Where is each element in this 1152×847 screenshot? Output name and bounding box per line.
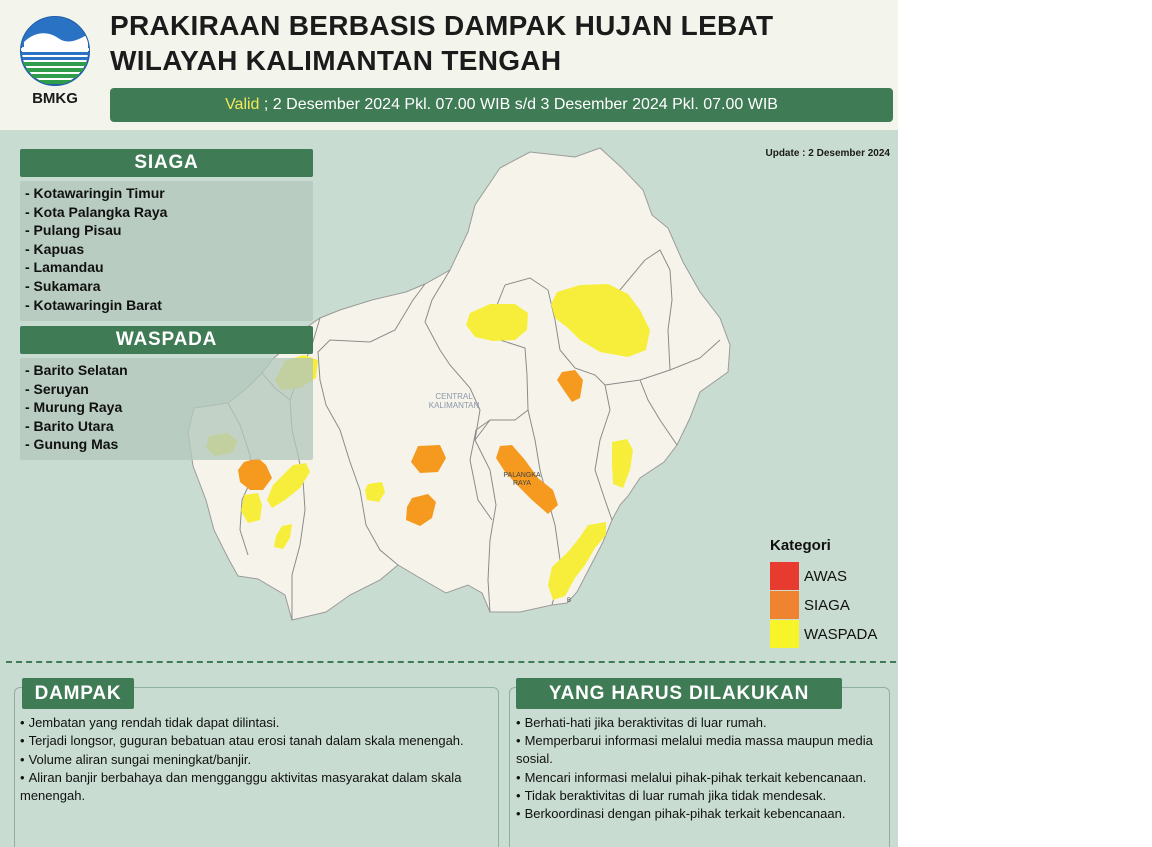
siaga-header: SIAGA: [20, 149, 313, 177]
bmkg-logo: [18, 14, 92, 110]
dampak-list-item: • Jembatan yang rendah tidak dapat dilintasi.: [20, 714, 480, 732]
dampak-list-item: • Terjadi longsor, guguran bebatuan atau erosi tanah dalam skala menengah.: [20, 732, 480, 750]
dampak-list: [20, 714, 480, 805]
section-divider: [6, 661, 896, 663]
city-label: PALANGKA: [503, 472, 541, 479]
city-label: RAYA: [512, 480, 532, 487]
waspada-list-box: [20, 358, 313, 460]
legend-swatch: [770, 591, 799, 619]
siaga-list-item: - Pulang Pisau: [25, 222, 122, 239]
waspada-header: WASPADA: [20, 326, 313, 354]
header: [0, 0, 898, 130]
waspada-list: [20, 358, 313, 454]
waspada-list-item: - Murung Raya: [25, 399, 123, 416]
valid-period: ; 2 Desember 2024 Pkl. 07.00 WIB s/d 3 Desember 2024 Pkl. 07.00 WIB: [259, 96, 778, 113]
tindakan-list-item: • Berhati-hati jika beraktivitas di luar rumah.: [516, 714, 881, 732]
tindakan-list-item: • Berkoordinasi dengan pihak-pihak terkait kebencanaan.: [516, 805, 881, 823]
dampak-header: DAMPAK: [22, 678, 134, 709]
waspada-list-item: - Gunung Mas: [25, 436, 119, 453]
siaga-list-item: - Kotawaringin Barat: [25, 296, 162, 313]
valid-label: Valid: [225, 96, 260, 113]
bmkg-emblem-icon: [18, 14, 92, 88]
tindakan-header: YANG HARUS DILAKUKAN: [516, 678, 842, 709]
legend-swatch: [770, 620, 799, 648]
city-label: B: [566, 598, 572, 604]
legend-title: Kategori: [770, 537, 831, 554]
legend-label: SIAGA: [804, 597, 850, 614]
siaga-list-item: - Kota Palangka Raya: [25, 203, 168, 220]
legend-label: WASPADA: [804, 626, 878, 643]
siaga-list: [20, 181, 313, 314]
waspada-list-item: - Seruyan: [25, 380, 89, 397]
tindakan-list-item: • Memperbarui informasi melalui media massa maupun media sosial.: [516, 732, 881, 768]
siaga-list-item: - Kotawaringin Timur: [25, 185, 165, 201]
page-title: [110, 8, 773, 78]
legend-label: AWAS: [804, 568, 848, 585]
siaga-list-item: - Kapuas: [25, 240, 85, 257]
region-label: KALIMANTAN: [428, 401, 480, 410]
title-line-2: WILAYAH KALIMANTAN TENGAH: [110, 45, 562, 76]
update-date: Update : 2 Desember 2024: [765, 148, 890, 159]
dampak-list-item: • Aliran banjir berbahaya dan mengganggu aktivitas masyarakat dalam skala menengah.: [20, 769, 480, 805]
validity-bar: [110, 88, 893, 122]
region-label: CENTRAL: [435, 392, 473, 401]
logo-text: BMKG: [32, 90, 78, 107]
siaga-list-box: [20, 181, 313, 321]
tindakan-list-item: • Mencari informasi melalui pihak-pihak terkait kebencanaan.: [516, 769, 881, 787]
dampak-list-item: • Volume aliran sungai meningkat/banjir.: [20, 751, 480, 769]
waspada-list-item: - Barito Utara: [25, 417, 114, 434]
tindakan-list: [516, 714, 881, 824]
title-line-1: PRAKIRAAN BERBASIS DAMPAK HUJAN LEBAT: [110, 10, 774, 41]
siaga-list-item: - Lamandau: [25, 259, 104, 276]
waspada-list-item: - Barito Selatan: [25, 362, 128, 378]
legend-swatch: [770, 562, 799, 590]
tindakan-list-item: • Tidak beraktivitas di luar rumah jika tidak mendesak.: [516, 787, 881, 805]
siaga-list-item: - Sukamara: [25, 277, 101, 294]
